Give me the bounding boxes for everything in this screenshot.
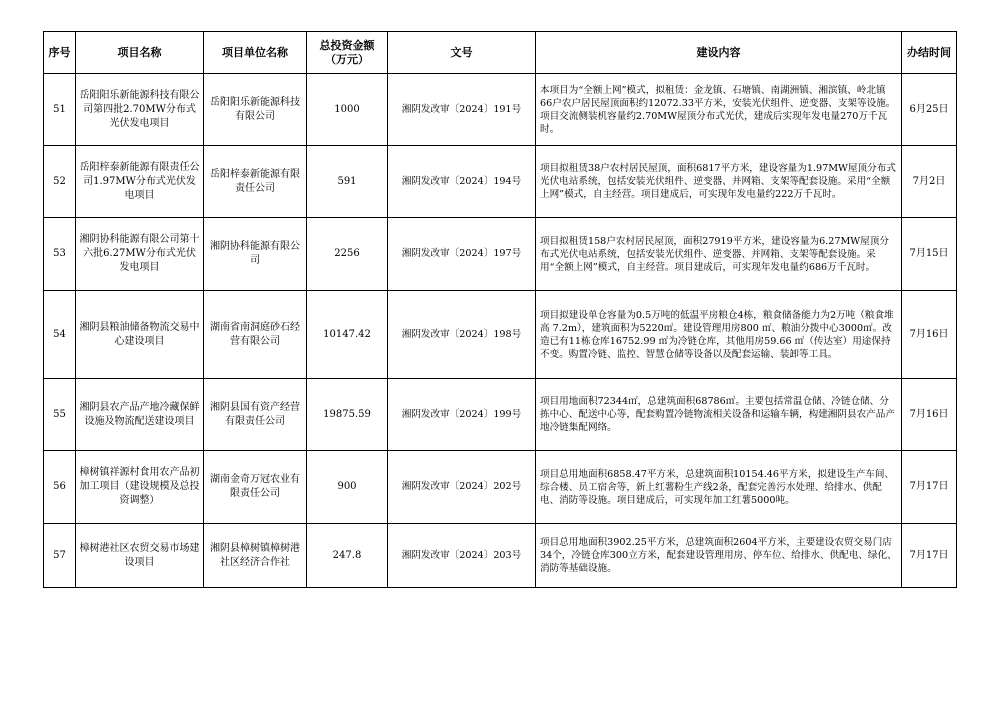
cell-content: 项目用地面积72344㎡，总建筑面积68786㎡。主要包括常温仓储、冷链仓储、分拣中心、配送中心等，配套购置冷链物流相关设备和运输车辆，构建湘阴县农产品产地冷链集配网络。 xyxy=(536,379,902,451)
cell-invest: 1000 xyxy=(307,74,388,146)
cell-seq: 55 xyxy=(44,379,76,451)
cell-name: 湘阴县粮油储备物流交易中心建设项目 xyxy=(76,291,204,379)
cell-name: 湘阴协科能源有限公司第十六批6.27MW分布式光伏发电项目 xyxy=(76,218,204,291)
cell-docno: 湘阴发改审〔2024〕194号 xyxy=(388,146,536,218)
cell-unit: 湘阴县樟树镇樟树港社区经济合作社 xyxy=(204,524,307,588)
approval-table xyxy=(43,31,957,588)
cell-date: 7月16日 xyxy=(902,379,957,451)
cell-docno: 湘阴发改审〔2024〕203号 xyxy=(388,524,536,588)
cell-seq: 51 xyxy=(44,74,76,146)
cell-docno: 湘阴发改审〔2024〕202号 xyxy=(388,451,536,524)
cell-unit: 湘阴县国有资产经营有限责任公司 xyxy=(204,379,307,451)
cell-name: 岳阳梓泰新能源有限责任公司1.97MW分布式光伏发电项目 xyxy=(76,146,204,218)
cell-unit: 岳阳梓泰新能源有限责任公司 xyxy=(204,146,307,218)
cell-date: 7月17日 xyxy=(902,524,957,588)
cell-unit: 湖南金奇万冠农业有限责任公司 xyxy=(204,451,307,524)
cell-invest: 10147.42 xyxy=(307,291,388,379)
cell-invest: 2256 xyxy=(307,218,388,291)
header-name: 项目名称 xyxy=(76,32,204,74)
table-row xyxy=(44,451,957,524)
cell-invest: 247.8 xyxy=(307,524,388,588)
cell-unit: 湘阴协科能源有限公司 xyxy=(204,218,307,291)
cell-content: 项目总用地面积6858.47平方米，总建筑面积10154.46平方米，拟建设生产车间、综合楼、员工宿舍等，新上红薯粉生产线2条，配套完善污水处理、给排水、供配电、消防等设施。项目建成后，可实现年加工红薯5000吨。 xyxy=(536,451,902,524)
cell-content: 本项目为“全额上网”模式，拟租赁：金龙镇、石塘镇、南湖洲镇、湘滨镇、岭北镇66户农户居民屋顶面积约12072.33平方米，安装光伏组件、逆变器、支架等设施。项目交流侧装机容量约2.70MW屋顶分布式光伏，建成后实现年发电量270万千瓦时。 xyxy=(536,74,902,146)
header-invest: 总投资金额（万元） xyxy=(307,32,388,74)
header-row xyxy=(44,32,957,74)
cell-seq: 53 xyxy=(44,218,76,291)
header-date: 办结时间 xyxy=(902,32,957,74)
cell-date: 7月16日 xyxy=(902,291,957,379)
cell-docno: 湘阴发改审〔2024〕198号 xyxy=(388,291,536,379)
cell-invest: 591 xyxy=(307,146,388,218)
cell-invest: 900 xyxy=(307,451,388,524)
cell-date: 7月2日 xyxy=(902,146,957,218)
cell-docno: 湘阴发改审〔2024〕191号 xyxy=(388,74,536,146)
cell-seq: 56 xyxy=(44,451,76,524)
cell-unit: 湖南省南洞庭砂石经营有限公司 xyxy=(204,291,307,379)
table-row xyxy=(44,74,957,146)
table-row xyxy=(44,218,957,291)
cell-seq: 54 xyxy=(44,291,76,379)
cell-unit: 岳阳阳乐新能源科技有限公司 xyxy=(204,74,307,146)
cell-date: 7月15日 xyxy=(902,218,957,291)
cell-content: 项目总用地面积3902.25平方米，总建筑面积2604平方米，主要建设农贸交易门店34个，冷链仓库300立方米，配套建设管理用房、停车位、给排水、供配电、绿化、消防等基础设施。 xyxy=(536,524,902,588)
table-row xyxy=(44,524,957,588)
header-content: 建设内容 xyxy=(536,32,902,74)
cell-name: 樟树港社区农贸交易市场建设项目 xyxy=(76,524,204,588)
cell-date: 7月17日 xyxy=(902,451,957,524)
cell-name: 湘阴县农产品产地冷藏保鲜设施及物流配送建设项目 xyxy=(76,379,204,451)
header-unit: 项目单位名称 xyxy=(204,32,307,74)
cell-name: 岳阳阳乐新能源科技有限公司第四批2.70MW分布式光伏发电项目 xyxy=(76,74,204,146)
table-row xyxy=(44,146,957,218)
cell-invest: 19875.59 xyxy=(307,379,388,451)
cell-content: 项目拟建设单仓容量为0.5万吨的低温平房粮仓4栋，粮食储备能力为2万吨（粮食堆高 7.2m），建筑面积为5220㎡。建设管理用房800 ㎡、粮油分拨中心3000㎡。改造已有11栋仓库16752.99 ㎡为冷链仓库，其他用房59.66 ㎡（传达室）用途保持不变。购置冷链、监控、智慧仓储等设备以及配套运输、装卸等工具。 xyxy=(536,291,902,379)
cell-date: 6月25日 xyxy=(902,74,957,146)
table-row xyxy=(44,379,957,451)
table-row xyxy=(44,291,957,379)
cell-seq: 57 xyxy=(44,524,76,588)
cell-name: 樟树镇祥源村食用农产品初加工项目（建设规模及总投资调整） xyxy=(76,451,204,524)
cell-docno: 湘阴发改审〔2024〕197号 xyxy=(388,218,536,291)
header-docno: 文号 xyxy=(388,32,536,74)
cell-content: 项目拟租赁158户农村居民屋顶，面积27919平方米，建设容量为6.27MW屋顶分布式光伏电站系统，包括安装光伏组件、逆变器、并网箱、支架等配套设施。采用“全额上网”模式，自主经营。项目建成后，可实现年发电量约686万千瓦时。 xyxy=(536,218,902,291)
header-seq: 序号 xyxy=(44,32,76,74)
cell-content: 项目拟租赁38户农村居民屋顶，面积6817平方米，建设容量为1.97MW屋顶分布式光伏电站系统，包括安装光伏组件、逆变器、并网箱、支架等配套设施。采用“全额上网”模式，自主经营。项目建成后，可实现年发电量约222万千瓦时。 xyxy=(536,146,902,218)
cell-seq: 52 xyxy=(44,146,76,218)
cell-docno: 湘阴发改审〔2024〕199号 xyxy=(388,379,536,451)
